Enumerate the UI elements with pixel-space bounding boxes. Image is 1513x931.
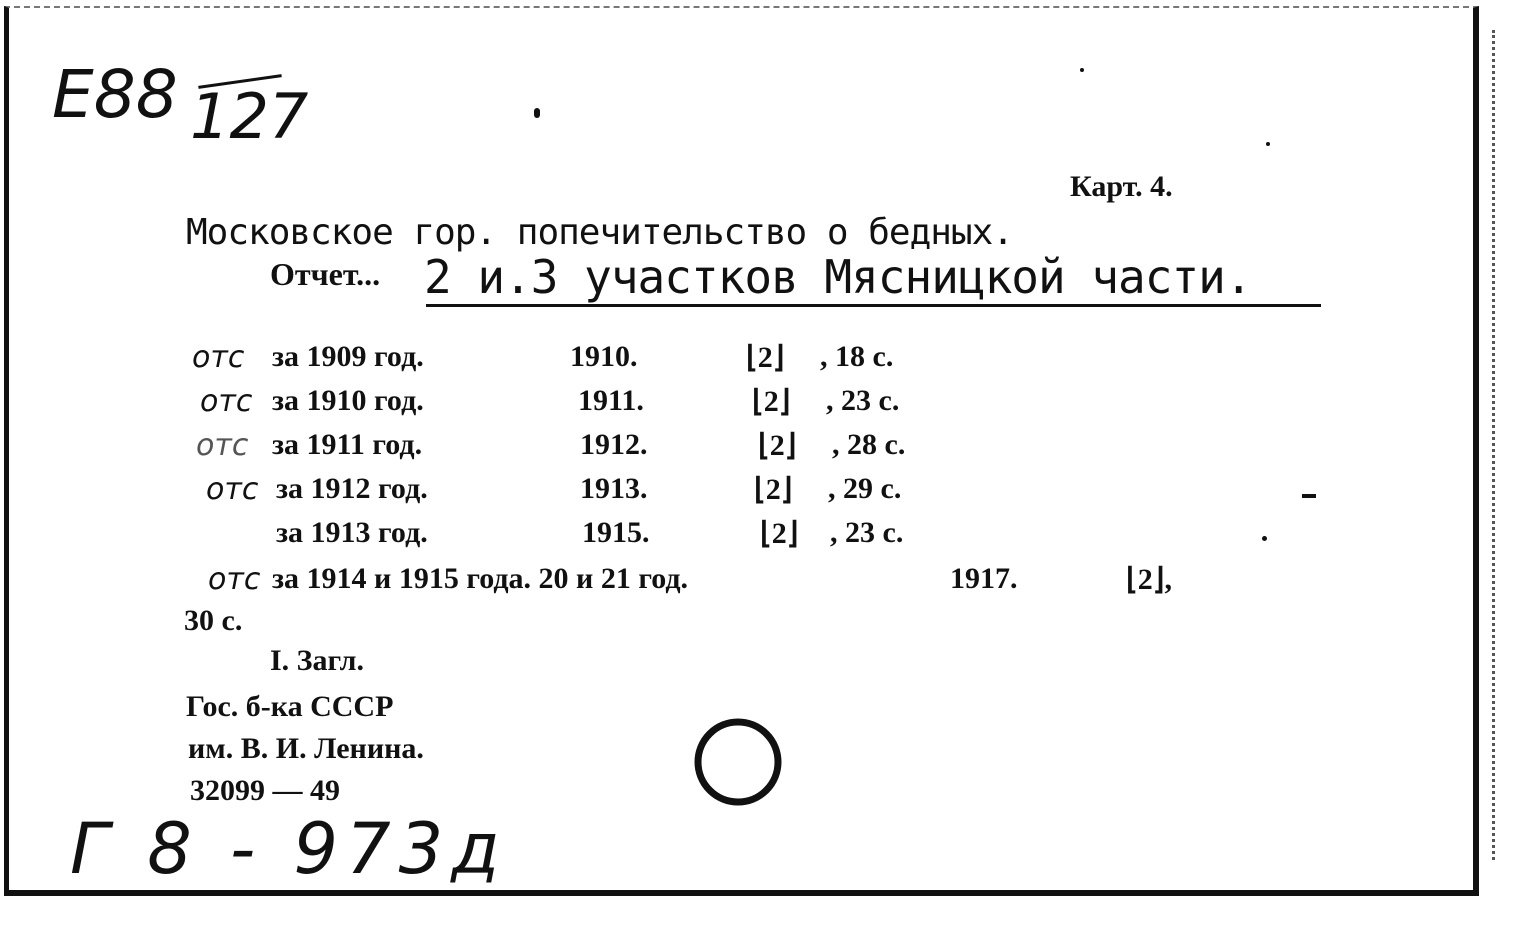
entry-mark: отс bbox=[200, 384, 253, 419]
punch-hole-circle bbox=[692, 716, 784, 808]
entry-ref: ⌊2⌋ bbox=[752, 385, 791, 418]
entry-period: за 1912 год. bbox=[276, 472, 428, 505]
report-prefix: Отчет... bbox=[270, 256, 381, 292]
speck bbox=[1266, 142, 1270, 146]
entry-pages-tail: , bbox=[1164, 563, 1172, 596]
entry-period: за 1911 год. bbox=[272, 428, 423, 461]
entry-ref-value: 2 bbox=[763, 385, 779, 418]
entry-ref-value: 2 bbox=[771, 517, 787, 550]
speck bbox=[1262, 536, 1267, 541]
report-title-underline bbox=[426, 304, 1321, 307]
entry-period: за 1913 год. bbox=[276, 516, 428, 549]
entry-mark: отс bbox=[206, 472, 259, 507]
library-line-1: Гос. б-ка СССР bbox=[186, 690, 394, 723]
card-edge-dots bbox=[1488, 30, 1495, 860]
entry-ref: ⌊2⌋ bbox=[746, 341, 785, 374]
handwritten-shelf-mark: E88 bbox=[52, 56, 178, 133]
entry-mark: отс bbox=[196, 428, 249, 463]
entry-ref: ⌊2⌋ bbox=[758, 429, 797, 462]
entry-year: 1917. bbox=[950, 562, 1018, 595]
organization-heading: Московское гор. попечительство о бедных. bbox=[186, 212, 1013, 253]
entry-pages-continued: 30 с. bbox=[184, 604, 243, 637]
speck bbox=[1080, 68, 1084, 72]
entry-year: 1913. bbox=[580, 472, 648, 505]
entry-year: 1910. bbox=[570, 340, 638, 373]
entry-mark: отс bbox=[208, 562, 261, 597]
entry-mark: отс bbox=[192, 340, 245, 375]
card-number: Карт. 4. bbox=[1070, 170, 1173, 203]
entry-pages: , 23 с. bbox=[826, 384, 900, 417]
entry-year: 1911. bbox=[578, 384, 644, 417]
entry-ref-value: 2 bbox=[757, 341, 773, 374]
entry-year: 1912. bbox=[580, 428, 648, 461]
entry-pages: , 29 с. bbox=[828, 472, 902, 505]
handwritten-bottom-code: Г 8 - 973д bbox=[70, 808, 508, 890]
entry-ref: ⌊2⌋, bbox=[1126, 563, 1172, 596]
speck bbox=[534, 108, 540, 118]
library-line-3: 32099 — 49 bbox=[190, 774, 340, 807]
entry-period: за 1909 год. bbox=[272, 340, 424, 373]
entry-year: 1915. bbox=[582, 516, 650, 549]
entry-ref-value: 2 bbox=[765, 473, 781, 506]
entry-pages: , 28 с. bbox=[832, 428, 906, 461]
entry-period: за 1914 и 1915 года. 20 и 21 год. bbox=[272, 562, 689, 595]
report-title: 2 и.3 участков Мясницкой части. bbox=[424, 250, 1252, 304]
entry-pages: , 23 с. bbox=[830, 516, 904, 549]
handwritten-shelf-number: 127 bbox=[190, 80, 309, 153]
entry-ref-value: 2 bbox=[769, 429, 785, 462]
library-line-2: им. В. И. Ленина. bbox=[188, 732, 424, 765]
entry-period: за 1910 год. bbox=[272, 384, 424, 417]
entry-ref: ⌊2⌋ bbox=[754, 473, 793, 506]
title-note: I. Загл. bbox=[270, 644, 364, 677]
entry-ref-value: 2 bbox=[1137, 563, 1153, 596]
entry-pages: , 18 с. bbox=[820, 340, 894, 373]
speck bbox=[1302, 494, 1316, 498]
entry-ref: ⌊2⌋ bbox=[760, 517, 799, 550]
